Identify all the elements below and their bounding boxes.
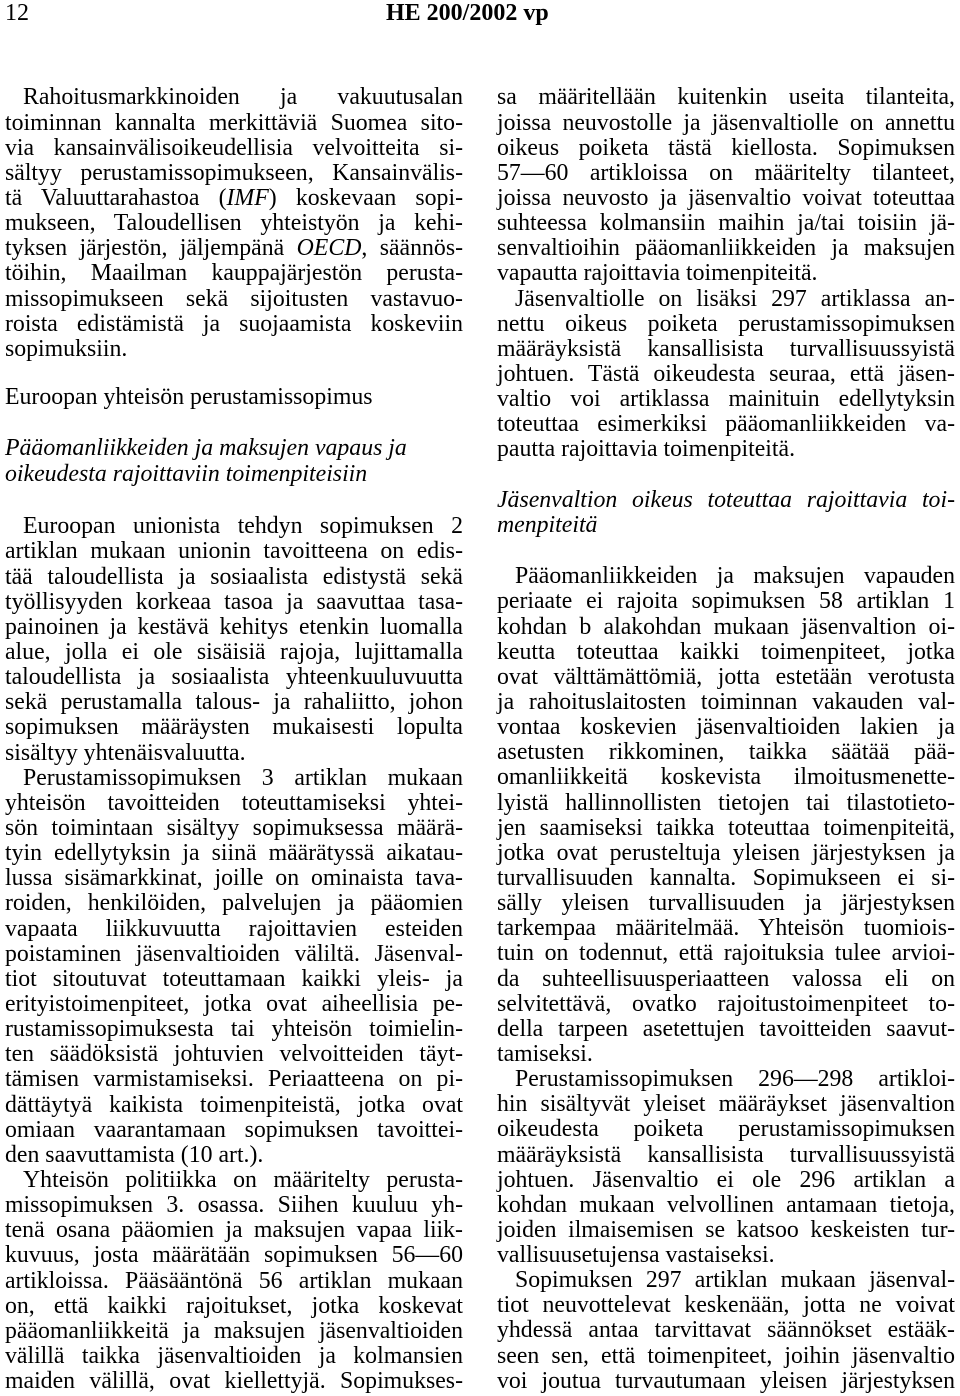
text-line: poistaminen jäsenvaltioiden väliltä. Jäsenval- [5, 940, 463, 967]
text-line: hin sisältyvät yleiset määräykset jäsenvaltion [497, 1091, 955, 1118]
text-segment: tyksen järjestön, jäljempänä [5, 235, 297, 262]
right-column [497, 85, 955, 1394]
text-line: nettu oikeus poiketa perustamissopimuksen [497, 310, 955, 337]
text-line: tuin on todennut, että rajoituksia tulee arvioi- [497, 940, 955, 967]
text-line: tamiseksi. [497, 1040, 593, 1067]
text-line: oikeudesta poiketa perustamissopimuksen [497, 1116, 955, 1143]
text-line: oikeus poiketa tästä kiellosta. Sopimuksen [497, 134, 955, 161]
paragraph [497, 287, 955, 463]
subheading [5, 436, 463, 486]
text-line: kohdan b alakohdan mukaan jäsenvaltion oi- [497, 613, 955, 640]
text-line: alue, jolla ei ole sisäisiä rajoja, lujittamalla [5, 639, 463, 666]
text-line: jen saamiseksi taikka toteuttaa toimenpiteitä, [497, 814, 955, 841]
text-line: toiminnan kannalta merkittäviä Suomea sito- [5, 109, 463, 136]
text-line: dättäytyä kaikista toimenpiteistä, jotka ovat [5, 1091, 463, 1118]
text-segment: , säännös- [361, 235, 464, 262]
text-line: tiot sitoutuvat toteuttamaan kaikki yleis- ja [5, 965, 463, 992]
text-line: tyin edellytyksin ja siinä määrätyssä aikatau- [5, 840, 463, 867]
text-line: johtuen. Jäsenvaltio ei ole 296 artiklan a [497, 1166, 955, 1193]
text-line: della tarpeen asetettujen tavoitteiden saavut- [497, 1015, 955, 1042]
text-line: senvaltioihin pääomanliikkeiden ja maksujen [497, 235, 955, 262]
text-line: mukseen, Taloudellisen yhteistyön ja kehi- [5, 210, 463, 237]
text-line: vapaata liikkuvuutta rajoittavien esteiden [5, 915, 463, 942]
text-line: asetusten rikkominen, taikka säätää pää- [497, 739, 955, 766]
section-heading: Euroopan yhteisön perustamissopimus [5, 384, 373, 411]
section-heading-block [5, 385, 463, 410]
text-line [5, 236, 463, 261]
text-line: lyistä hallinnollisten tietojen tai tilastotieto- [497, 789, 955, 816]
text-line: keutta toteuttaa kaikki toimenpiteet, jotka [497, 638, 955, 665]
text-line: sopimuksen määräysten mukaisesti lopulta [5, 714, 463, 741]
page-number: 12 [5, 0, 29, 26]
text-line: Yhteisön politiikka on määritelty perusta- [23, 1166, 463, 1193]
italic-abbreviation: OECD [296, 235, 362, 262]
text-line: ovat välttämättömiä, jotta estetään verotusta [497, 663, 955, 690]
text-line: voi joutua turvautumaan yleisen järjestyksen [497, 1367, 955, 1394]
paragraph [497, 1067, 955, 1268]
text-line: periaate ei rajoita sopimuksen 58 artiklan 1 [497, 588, 955, 615]
text-line: sa määritellään kuitenkin useita tilanteita, [497, 84, 955, 111]
text-line: den saavuttamista (10 art.). [5, 1141, 264, 1168]
text-line: on, että kaikki rajoitukset, jotka koskevat [5, 1292, 463, 1319]
text-line: joissa neuvosto ja jäsenvaltio voivat toteuttaa [497, 184, 955, 211]
italic-abbreviation: IMF [226, 184, 269, 211]
document-id: HE 200/2002 vp [386, 0, 549, 26]
subheading-line: oikeudesta rajoittaviin toimenpiteisiin [5, 460, 368, 487]
text-line: vapautta rajoittavia toimenpiteitä. [497, 260, 818, 287]
text-line: Pääomanliikkeiden ja maksujen vapauden [515, 563, 955, 590]
text-line: missopimuksen 3. osassa. Siihen kuuluu yh- [5, 1192, 463, 1219]
text-line: määräyksistä kansallisista turvallisuussyistä [497, 335, 955, 362]
text-line: välillä taikka jäsenvaltioiden ja kolmansien [5, 1342, 463, 1369]
paragraph [497, 85, 955, 286]
paragraph [5, 766, 463, 1168]
paragraph [5, 85, 463, 362]
text-line: joissa neuvostolle ja jäsenvaltiolle on annettu [497, 109, 955, 136]
text-line: 57—60 artikloissa on määritelty tilanteet, [497, 159, 955, 186]
paragraph [497, 1268, 955, 1394]
subheading-line: Pääomanliikkeiden ja maksujen vapaus ja [5, 435, 407, 462]
text-line: sön toimintaan sisältyy sopimuksessa määrä- [5, 815, 463, 842]
text-line: toteuttaa esimerkiksi pääomanliikkeiden va- [497, 411, 955, 438]
text-line: seen sen, että toimenpiteet, joihin jäsenvaltio [497, 1342, 955, 1369]
text-line: työllisyyden korkeaa tasoa ja saavuttaa tasa- [5, 588, 463, 615]
paragraph [5, 1168, 463, 1394]
text-line: määräyksistä kansallisista turvallisuussyistä [497, 1141, 955, 1168]
text-line: suhteessa kolmansiin maihin ja/tai toisiin jä- [497, 210, 955, 237]
text-line: valtio voi artiklassa mainituin edellytyksin [497, 386, 955, 413]
text-line: sältyy perustamissopimukseen, Kansainvälis- [5, 159, 463, 186]
text-line: selvitettävä, ovatko rajoitustoimenpiteet to- [497, 990, 955, 1017]
text-line: yhdessä antaa tarvittavat säännökset estääk- [497, 1317, 955, 1344]
text-line: joiden ilmaisemisen se katsoo keskeisten tur- [497, 1216, 955, 1243]
text-line: pääomanliikkeitä ja maksujen jäsenvaltioiden [5, 1317, 463, 1344]
text-line: erityistoimenpiteet, jotka ovat aiheellisia pe- [5, 991, 463, 1017]
text-line: Perustamissopimuksen 296—298 artikloi- [515, 1066, 955, 1093]
text-line: missopimukseen sekä sijoitusten vastavuo- [5, 285, 463, 312]
text-line: turvallisuuden kannalta. Sopimukseen ei si- [497, 864, 955, 891]
text-line: Perustamissopimuksen 3 artiklan mukaan [23, 764, 463, 791]
text-line: kuvuus, josta määrätään sopimuksen 56—60 [5, 1242, 463, 1269]
text-line: sopimuksiin. [5, 335, 128, 362]
text-line: via kansainvälisoikeudellisia velvoitteita si- [5, 134, 463, 161]
text-line: tämisen varmistamiseksi. Periaatteena on pi- [5, 1066, 463, 1093]
text-line: omanliikkeitä koskevista ilmoitusmenette- [497, 764, 955, 791]
text-segment: ) koskevaan sopi- [268, 184, 463, 211]
text-line: artiklan mukaan unionin tavoitteena on edis- [5, 538, 463, 565]
text-line: maiden välillä, ovat kiellettyjä. Sopimukses- [5, 1368, 463, 1395]
text-line: kohdan mukaan velvollinen antamaan tietoja, [497, 1191, 955, 1218]
text-line: tenä osana pääomien ja maksujen vapaa liik- [5, 1217, 463, 1244]
text-line: vallisuusetujensa vastaiseksi. [497, 1242, 775, 1269]
text-line: töihin, Maailman kauppajärjestön perusta- [5, 260, 463, 287]
text-line: ja rahoituslaitosten toiminnan vakauden val- [497, 688, 955, 715]
text-line: Sopimuksen 297 artiklan mukaan jäsenval- [515, 1267, 955, 1294]
text-line: tiot neuvottelevat keskenään, jotta ne voivat [497, 1292, 955, 1319]
text-line: roista edistämistä ja suojaamista koskeviin [5, 310, 463, 337]
subheading-line: menpiteitä [497, 512, 598, 539]
text-line: da suhteellisuusperiaatteen valossa eli on [497, 965, 955, 992]
subheading [497, 488, 955, 538]
subheading-line: Jäsenvaltion oikeus toteuttaa rajoittavia toi- [497, 487, 955, 514]
text-line: pautta rajoittavia toimenpiteitä. [497, 436, 796, 463]
text-segment: tä Valuuttarahastoa ( [5, 184, 227, 211]
text-line: lussa sisämarkkinat, joille on ominaista tava- [5, 865, 463, 892]
text-line: sisältyy yhtenäisvaluutta. [5, 739, 246, 766]
text-line: jotka ovat perusteltuja yleisen järjestyksen ja [497, 839, 955, 866]
text-line: omiaan vaarantamaan sopimuksen tavoittei- [5, 1116, 463, 1143]
text-line: painoinen ja kestävä kehitys etenkin luomalla [5, 613, 463, 640]
text-line: yhteisön tavoitteiden toteuttamiseksi yhtei- [5, 789, 463, 816]
left-column [5, 85, 463, 1394]
text-line: artikloissa. Pääsääntönä 56 artiklan mukaan [5, 1267, 463, 1294]
text-line: sälly yleisen turvallisuuden ja järjestyksen [497, 890, 955, 917]
text-line: roiden, henkilöiden, palvelujen ja pääomien [5, 890, 463, 917]
text-line: ten säädöksistä johtuvien velvoitteiden täyt- [5, 1041, 463, 1068]
text-line: taloudellista ja sosiaalista yhteenkuuluvuutta [5, 664, 463, 691]
text-line [5, 186, 463, 211]
text-line: sekä perustamalla talous- ja rahaliitto, johon [5, 689, 463, 716]
paragraph [5, 514, 463, 765]
text-line: Euroopan unionista tehdyn sopimuksen 2 [23, 513, 463, 540]
text-line: johtuen. Tästä oikeudesta seuraa, että jäsen- [497, 360, 955, 387]
text-line: rustamissopimuksesta tai yhteisön toimielin- [5, 1016, 463, 1043]
text-line: tarkempaa määritelmää. Yhteisön tuomiois- [497, 915, 955, 942]
text-line: vontaa koskevien jäsenvaltioiden lakien ja [497, 714, 955, 741]
paragraph [497, 564, 955, 1067]
text-line: Rahoitusmarkkinoiden ja vakuutusalan [23, 84, 463, 111]
text-line: Jäsenvaltiolle on lisäksi 297 artiklassa an- [515, 285, 955, 312]
text-line: tää taloudellista ja sosiaalista edistystä sekä [5, 563, 463, 590]
